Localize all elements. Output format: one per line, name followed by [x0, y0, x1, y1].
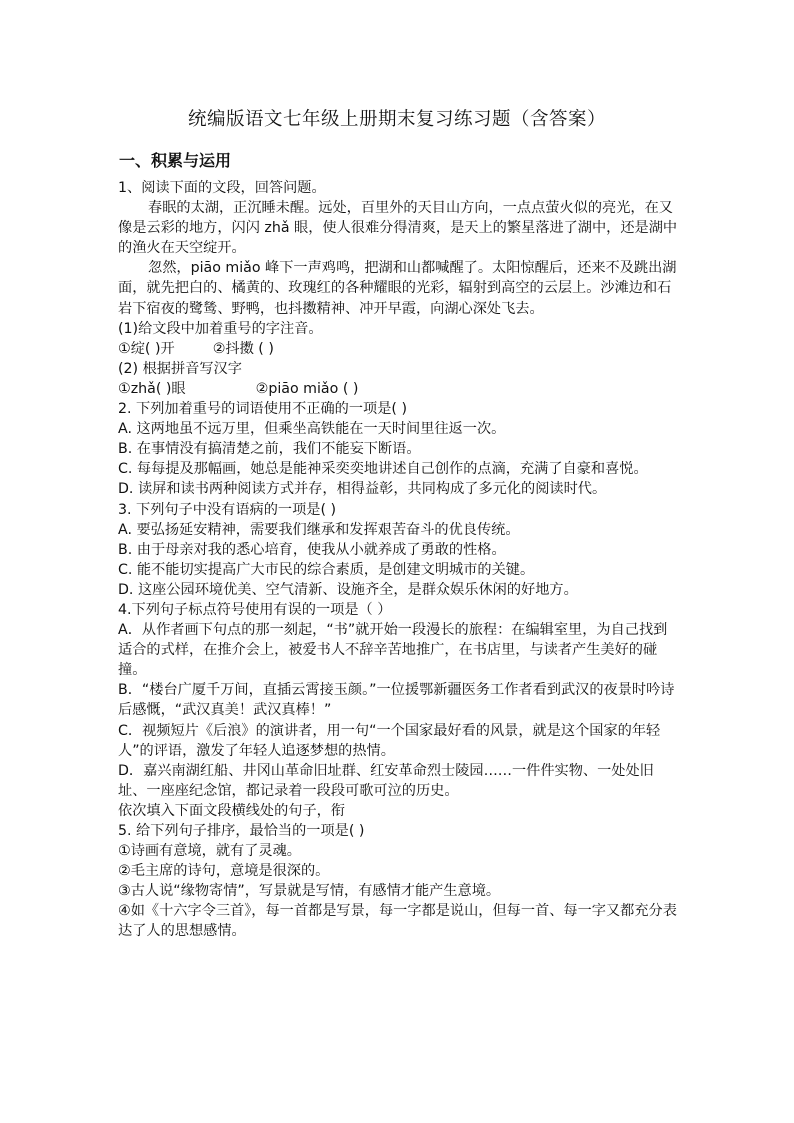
q4-stem: 4.下列句子标点符号使用有误的一项是（ ） [118, 601, 392, 618]
q3-stem: 3. 下列句子中没有语病的一项是( ) [118, 501, 337, 518]
q2-option-a: A. 这两地虽不远万里，但乘坐高铁能在一天时间里往返一次。 [118, 421, 506, 438]
q1-passage-paragraph-1: 春眠的太湖，正沉睡未醒。远处，百里外的天目山方向，一点点萤火似的亮光，在又像是云彩的地方，闪闪 zhǎ 眼，使人很难分得清爽，是天上的繁星落进了湖中，还是湖中的渔火在天空绽开。 [118, 200, 678, 257]
q3-option-a: A. 要弘扬延安精神，需要我们继承和发挥艰苦奋斗的优良传统。 [118, 521, 520, 538]
q3-option-c: C. 能不能切实提高广大市民的综合素质，是创建文明城市的关键。 [118, 561, 535, 578]
q3-option-d: D. 这座公园环境优美、空气清新、设施齐全，是群众娱乐休闲的好地方。 [118, 581, 578, 598]
q1-sub1-item-b: ②抖擞 ( ) [212, 340, 274, 357]
q5-sentence-3: ③古人说“缘物寄情”，写景就是写情，有感情才能产生意境。 [118, 883, 501, 900]
q1-sub2-answers [118, 379, 678, 399]
q4-option-a: A．从作者画下句点的那一刻起，“书”就开始一段漫长的旅程：在编辑室里，为自己找到适合的式样，在推介会上，被爱书人不辞辛苦地推广，在书店里，与读者产生美好的碰撞。 [118, 622, 668, 679]
q5-sentence-2: ②毛主席的诗句，意境是很深的。 [118, 863, 330, 880]
q1-passage-paragraph-2: 忽然，piāo miǎo 峰下一声鸡鸣，把湖和山都喊醒了。太阳惊醒后，还来不及跳出湖面，就先把白的、橘黄的、玫瑰红的各种耀眼的光彩，辐射到高空的云层上。沙滩边和石岩下宿夜的鹭鸶、野鸭，也抖擞精神、冲开早霞，向湖心深处飞去。 [118, 260, 677, 317]
q2-option-b: B. 在事情没有搞清楚之前，我们不能妄下断语。 [118, 441, 421, 458]
q1-sub1-answers [118, 339, 678, 359]
q4-option-d: D．嘉兴南湖红船、井冈山革命旧址群、红安革命烈士陵园……一件件实物、一处处旧址、一座座纪念馆，都记录着一段段可歌可泣的历史。 [118, 762, 654, 799]
q5-sentence-1: ①诗画有意境，就有了灵魂。 [118, 843, 301, 860]
q5-stem: 5. 给下列句子排序，最恰当的一项是( ) [118, 823, 365, 839]
document-title: 统编版语文七年级上册期末复习练习题（含答案） [187, 109, 606, 130]
q2-option-d: D. 读屏和读书两种阅读方式并存，相得益彰，共同构成了多元化的阅读时代。 [118, 481, 607, 498]
q1-sub2-prompt: (2) 根据拼音写汉字 [118, 360, 242, 377]
q1-sub2-item-b: ②piāo miǎo ( ) [255, 380, 359, 397]
q3-option-b: B. 由于母亲对我的悉心培育，使我从小就养成了勇敢的性格。 [118, 541, 506, 558]
q2-option-c: C. 每每提及那幅画，她总是能神采奕奕地讲述自己创作的点滴，充满了自豪和喜悦。 [118, 461, 648, 478]
document-body [118, 178, 678, 942]
q4-option-c: C．视频短片《后浪》的演讲者，用一句“一个国家最好看的风景，就是这个国家的年轻人”的评语，激发了年轻人追逐梦想的热情。 [118, 722, 661, 759]
q1-sub2-item-a: ①zhǎ( )眼 [118, 380, 186, 397]
q1-sub1-item-a: ①绽( )开 [118, 340, 175, 357]
q1-stem: 1、阅读下面的文段，回答问题。 [118, 180, 326, 196]
q2-stem: 2. 下列加着重号的词语使用不正确的一项是( ) [118, 401, 408, 418]
q1-sub1-prompt: (1)给文段中加着重号的字注音。 [118, 320, 323, 337]
q4-extra-line: 依次填入下面文段横线处的句子，衔 [118, 802, 346, 819]
q5-sentence-4: ④如《十六字令三首》，每一首都是写景，每一字都是说山，但每一首、每一字又都充分表达了人的思想感情。 [118, 903, 677, 940]
section-heading: 一、积累与运用 [119, 151, 232, 170]
q4-option-b: B．“楼台广厦千万间，直插云霄接玉颜。”一位援鄂新疆医务工作者看到武汉的夜景时吟诗后感慨，“武汉真美！武汉真棒！” [118, 682, 675, 719]
